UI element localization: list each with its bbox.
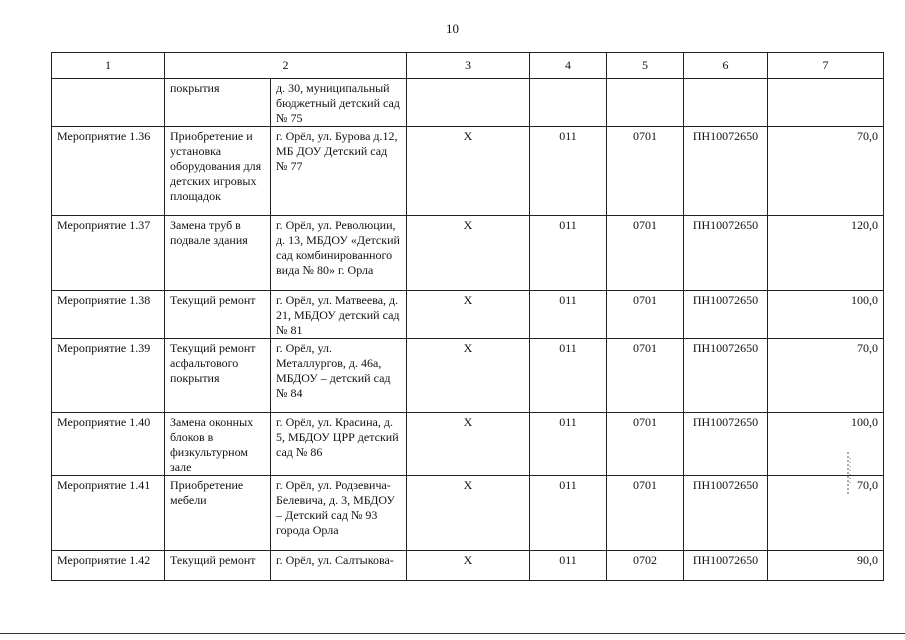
cell-col3: Х xyxy=(407,476,530,551)
column-header: 1 xyxy=(52,53,165,79)
page-number: 10 xyxy=(446,21,459,36)
address-cell: г. Орёл, ул. Металлургов, д. 46а, МБДОУ – детский сад № 84 xyxy=(271,339,407,413)
cell-col7: 70,0 xyxy=(768,339,884,413)
event-name-cell: Текущий ремонт xyxy=(165,551,271,581)
budget-table xyxy=(51,52,884,581)
table-row xyxy=(52,413,884,476)
column-header: 5 xyxy=(607,53,684,79)
column-header: 4 xyxy=(530,53,607,79)
address-cell: г. Орёл, ул. Бурова д.12, МБ ДОУ Детский сад № 77 xyxy=(271,127,407,216)
table-header-row xyxy=(52,53,884,79)
column-header: 2 xyxy=(165,53,407,79)
event-name-cell: Текущий ремонт асфальтового покрытия xyxy=(165,339,271,413)
table-row xyxy=(52,127,884,216)
cell-col6: ПН10072650 xyxy=(684,291,768,339)
address-cell: г. Орёл, ул. Матвеева, д. 21, МБДОУ детский сад № 81 xyxy=(271,291,407,339)
event-cell: Мероприятие 1.40 xyxy=(52,413,165,476)
event-cell: Мероприятие 1.41 xyxy=(52,476,165,551)
cell-col7: 90,0 xyxy=(768,551,884,581)
scan-artifact xyxy=(846,452,852,494)
cell-col4: 011 xyxy=(530,127,607,216)
cell-col5: 0701 xyxy=(607,413,684,476)
event-cell: Мероприятие 1.38 xyxy=(52,291,165,339)
event-cell: Мероприятие 1.42 xyxy=(52,551,165,581)
event-cell xyxy=(52,79,165,127)
table-row xyxy=(52,291,884,339)
cell-col6: ПН10072650 xyxy=(684,216,768,291)
cell-col3: Х xyxy=(407,291,530,339)
cell-col5: 0701 xyxy=(607,476,684,551)
address-cell: д. 30, муниципальный бюджетный детский сад № 75 xyxy=(271,79,407,127)
table-row xyxy=(52,79,884,127)
address-cell: г. Орёл, ул. Революции, д. 13, МБДОУ «Детский сад комбинированного вида № 80» г. Орла xyxy=(271,216,407,291)
cell-col7: 70,0 xyxy=(768,127,884,216)
cell-col3: Х xyxy=(407,339,530,413)
cell-col3: Х xyxy=(407,413,530,476)
cell-col4: 011 xyxy=(530,291,607,339)
event-name-cell: Приобретение мебели xyxy=(165,476,271,551)
cell-col7: 100,0 xyxy=(768,291,884,339)
cell-col7: 120,0 xyxy=(768,216,884,291)
cell-col6: ПН10072650 xyxy=(684,551,768,581)
page-bottom-rule xyxy=(0,633,905,634)
cell-col4 xyxy=(530,79,607,127)
event-name-cell: Приобретение и установка оборудования для детских игровых площадок xyxy=(165,127,271,216)
cell-col7: 100,0 xyxy=(768,413,884,476)
column-header: 7 xyxy=(768,53,884,79)
column-header: 6 xyxy=(684,53,768,79)
cell-col7 xyxy=(768,79,884,127)
cell-col4: 011 xyxy=(530,216,607,291)
cell-col6 xyxy=(684,79,768,127)
address-cell: г. Орёл, ул. Салтыкова- xyxy=(271,551,407,581)
cell-col6: ПН10072650 xyxy=(684,339,768,413)
cell-col3: Х xyxy=(407,216,530,291)
event-name-cell: Замена труб в подвале здания xyxy=(165,216,271,291)
cell-col7: 70,0 xyxy=(768,476,884,551)
cell-col5: 0701 xyxy=(607,216,684,291)
cell-col5: 0701 xyxy=(607,339,684,413)
cell-col4: 011 xyxy=(530,551,607,581)
table-row xyxy=(52,551,884,581)
cell-col5 xyxy=(607,79,684,127)
address-cell: г. Орёл, ул. Родзевича-Белевича, д. 3, МБДОУ – Детский сад № 93 города Орла xyxy=(271,476,407,551)
event-cell: Мероприятие 1.37 xyxy=(52,216,165,291)
event-cell: Мероприятие 1.36 xyxy=(52,127,165,216)
cell-col3 xyxy=(407,79,530,127)
table-row xyxy=(52,339,884,413)
cell-col5: 0701 xyxy=(607,291,684,339)
cell-col5: 0701 xyxy=(607,127,684,216)
cell-col4: 011 xyxy=(530,339,607,413)
cell-col4: 011 xyxy=(530,476,607,551)
cell-col5: 0702 xyxy=(607,551,684,581)
cell-col6: ПН10072650 xyxy=(684,413,768,476)
address-cell: г. Орёл, ул. Красина, д. 5, МБДОУ ЦРР детский сад № 86 xyxy=(271,413,407,476)
cell-col4: 011 xyxy=(530,413,607,476)
event-name-cell: покрытия xyxy=(165,79,271,127)
event-cell: Мероприятие 1.39 xyxy=(52,339,165,413)
column-header: 3 xyxy=(407,53,530,79)
cell-col3: Х xyxy=(407,127,530,216)
table-row xyxy=(52,476,884,551)
table-row xyxy=(52,216,884,291)
event-name-cell: Текущий ремонт xyxy=(165,291,271,339)
cell-col6: ПН10072650 xyxy=(684,127,768,216)
event-name-cell: Замена оконных блоков в физкультурном зале xyxy=(165,413,271,476)
cell-col6: ПН10072650 xyxy=(684,476,768,551)
cell-col3: Х xyxy=(407,551,530,581)
